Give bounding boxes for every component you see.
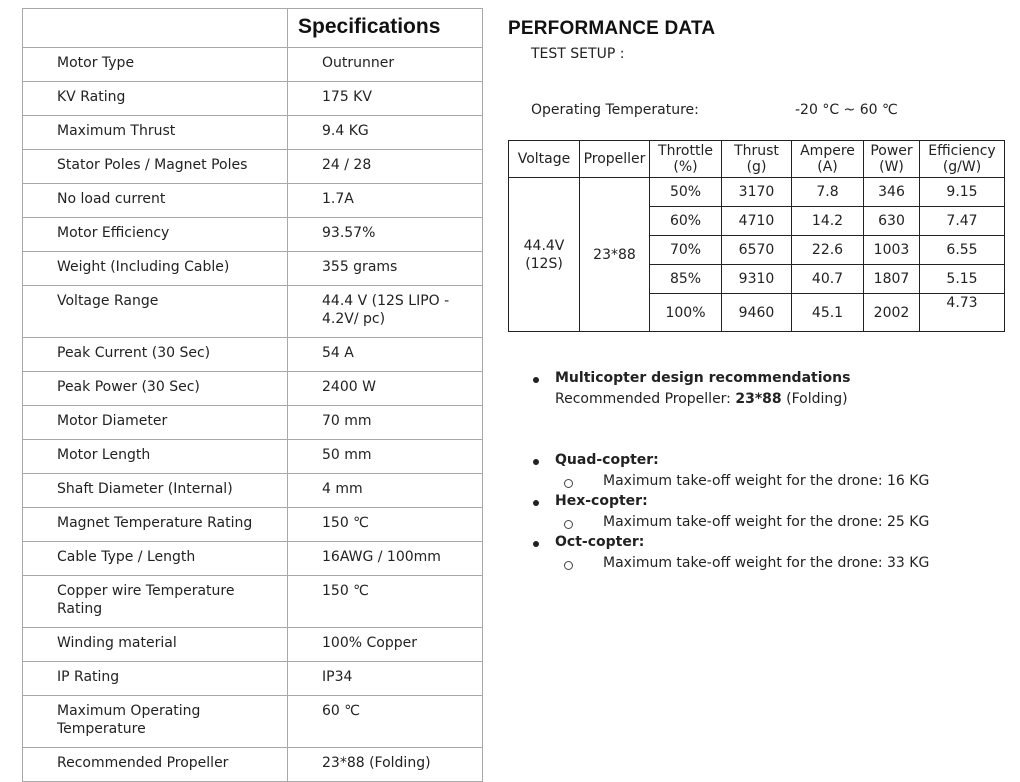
- spec-value: 100% Copper: [288, 628, 483, 662]
- spec-label: No load current: [23, 184, 288, 218]
- recommendations: [530, 370, 1000, 610]
- spec-label: Winding material: [23, 628, 288, 662]
- operating-temperature-value: -20 °C ~ 60 ℃: [795, 102, 898, 118]
- spec-label: Shaft Diameter (Internal): [23, 474, 288, 508]
- operating-temperature-label: Operating Temperature:: [531, 102, 699, 118]
- copter-name: Hex-copter:: [555, 493, 648, 509]
- spec-value: Outrunner: [288, 48, 483, 82]
- spec-value: 60 ℃: [288, 696, 483, 748]
- perf-row: [509, 178, 1005, 207]
- bullet-icon: [533, 459, 539, 465]
- perf-thrust-cell: 3170: [722, 178, 792, 207]
- perf-power-cell: 346: [864, 178, 920, 207]
- perf-header-cell: Propeller: [580, 141, 650, 178]
- spec-row: [23, 662, 483, 696]
- perf-power-cell: 2002: [864, 294, 920, 332]
- spec-label: Recommended Propeller: [23, 748, 288, 782]
- spec-value: 44.4 V (12S LIPO - 4.2V/ pc): [288, 286, 483, 338]
- spec-label: Magnet Temperature Rating: [23, 508, 288, 542]
- spec-value: 70 mm: [288, 406, 483, 440]
- specifications-table: [22, 8, 483, 782]
- perf-ampere-cell: 14.2: [792, 207, 864, 236]
- recommended-prefix: Recommended Propeller:: [555, 391, 736, 407]
- spec-value: 2400 W: [288, 372, 483, 406]
- bullet-icon: [533, 541, 539, 547]
- perf-throttle-cell: 100%: [650, 294, 722, 332]
- perf-header-cell: Voltage: [509, 141, 580, 178]
- perf-throttle-cell: 85%: [650, 265, 722, 294]
- spec-label: IP Rating: [23, 662, 288, 696]
- spec-row: [23, 372, 483, 406]
- perf-efficiency-cell: 7.47: [920, 207, 1005, 236]
- perf-power-cell: 1807: [864, 265, 920, 294]
- spec-label: Motor Diameter: [23, 406, 288, 440]
- spec-value: 24 / 28: [288, 150, 483, 184]
- sub-bullet-icon: [564, 561, 573, 570]
- perf-propeller-cell: 23*88: [580, 178, 650, 332]
- spec-label: Copper wire Temperature Rating: [23, 576, 288, 628]
- perf-power-cell: 630: [864, 207, 920, 236]
- perf-efficiency-cell: 5.15: [920, 265, 1005, 294]
- spec-label: Motor Length: [23, 440, 288, 474]
- recommended-suffix: (Folding): [781, 391, 848, 407]
- perf-throttle-cell: 50%: [650, 178, 722, 207]
- copter-name: Oct-copter:: [555, 534, 645, 550]
- specifications-title: Specifications: [288, 9, 483, 48]
- spec-value: 16AWG / 100mm: [288, 542, 483, 576]
- spec-row: [23, 542, 483, 576]
- spec-label: Motor Type: [23, 48, 288, 82]
- performance-title: PERFORMANCE DATA: [508, 18, 716, 39]
- performance-section: [508, 18, 1008, 571]
- perf-header-cell: Efficiency (g/W): [920, 141, 1005, 178]
- spec-row: [23, 628, 483, 662]
- perf-ampere-cell: 45.1: [792, 294, 864, 332]
- perf-efficiency-cell: 6.55: [920, 236, 1005, 265]
- spec-value: 50 mm: [288, 440, 483, 474]
- perf-header-cell: Thrust (g): [722, 141, 792, 178]
- spec-label: Weight (Including Cable): [23, 252, 288, 286]
- spec-value: 4 mm: [288, 474, 483, 508]
- perf-thrust-cell: 9460: [722, 294, 792, 332]
- spec-value: 1.7A: [288, 184, 483, 218]
- spec-value: 150 ℃: [288, 576, 483, 628]
- spec-label: Peak Current (30 Sec): [23, 338, 288, 372]
- spec-row: [23, 338, 483, 372]
- spec-row: [23, 474, 483, 508]
- perf-thrust-cell: 4710: [722, 207, 792, 236]
- spec-header-blank: [23, 9, 288, 48]
- spec-row: [23, 286, 483, 338]
- spec-row: [23, 576, 483, 628]
- spec-row: [23, 406, 483, 440]
- perf-throttle-cell: 70%: [650, 236, 722, 265]
- perf-throttle-cell: 60%: [650, 207, 722, 236]
- spec-row: [23, 184, 483, 218]
- spec-value: 150 ℃: [288, 508, 483, 542]
- spec-label: Voltage Range: [23, 286, 288, 338]
- spec-row: [23, 48, 483, 82]
- spec-label: Maximum Thrust: [23, 116, 288, 150]
- copter-name: Quad-copter:: [555, 452, 659, 468]
- spec-row: [23, 252, 483, 286]
- spec-row: [23, 82, 483, 116]
- spec-label: KV Rating: [23, 82, 288, 116]
- spec-label: Peak Power (30 Sec): [23, 372, 288, 406]
- perf-efficiency-cell: 9.15: [920, 178, 1005, 207]
- spec-value: IP34: [288, 662, 483, 696]
- perf-header-cell: Throttle (%): [650, 141, 722, 178]
- bullet-icon: [533, 500, 539, 506]
- spec-label: Maximum Operating Temperature: [23, 696, 288, 748]
- perf-voltage-cell: 44.4V (12S): [509, 178, 580, 332]
- recommended-propeller-value: 23*88: [735, 391, 782, 407]
- spec-label: Stator Poles / Magnet Poles: [23, 150, 288, 184]
- perf-power-cell: 1003: [864, 236, 920, 265]
- perf-header-cell: Power (W): [864, 141, 920, 178]
- operating-temperature: [531, 102, 951, 118]
- test-setup-label: TEST SETUP :: [531, 46, 625, 62]
- perf-ampere-cell: 7.8: [792, 178, 864, 207]
- spec-value: 9.4 KG: [288, 116, 483, 150]
- spec-row: [23, 696, 483, 748]
- spec-value: 93.57%: [288, 218, 483, 252]
- spec-value: 23*88 (Folding): [288, 748, 483, 782]
- sub-bullet-icon: [564, 479, 573, 488]
- spec-value: 355 grams: [288, 252, 483, 286]
- perf-ampere-cell: 22.6: [792, 236, 864, 265]
- spec-value: 54 A: [288, 338, 483, 372]
- spec-row: [23, 218, 483, 252]
- bullet-icon: [533, 377, 539, 383]
- spec-row: [23, 508, 483, 542]
- perf-efficiency-cell: 4.73: [920, 294, 1005, 332]
- copter-detail: Maximum take-off weight for the drone: 25 KG: [603, 514, 930, 530]
- copter-detail: Maximum take-off weight for the drone: 33 KG: [603, 555, 930, 571]
- sub-bullet-icon: [564, 520, 573, 529]
- spec-row: [23, 440, 483, 474]
- spec-row: [23, 150, 483, 184]
- perf-thrust-cell: 6570: [722, 236, 792, 265]
- perf-header-cell: Ampere (A): [792, 141, 864, 178]
- multicopter-heading: Multicopter design recommendations: [555, 370, 851, 386]
- copter-detail: Maximum take-off weight for the drone: 16 KG: [603, 473, 930, 489]
- recommended-propeller-line: [555, 391, 848, 407]
- performance-table: [508, 140, 1005, 332]
- spec-label: Motor Efficiency: [23, 218, 288, 252]
- perf-thrust-cell: 9310: [722, 265, 792, 294]
- spec-value: 175 KV: [288, 82, 483, 116]
- perf-ampere-cell: 40.7: [792, 265, 864, 294]
- spec-label: Cable Type / Length: [23, 542, 288, 576]
- spec-row: [23, 116, 483, 150]
- specifications-section: [22, 8, 482, 782]
